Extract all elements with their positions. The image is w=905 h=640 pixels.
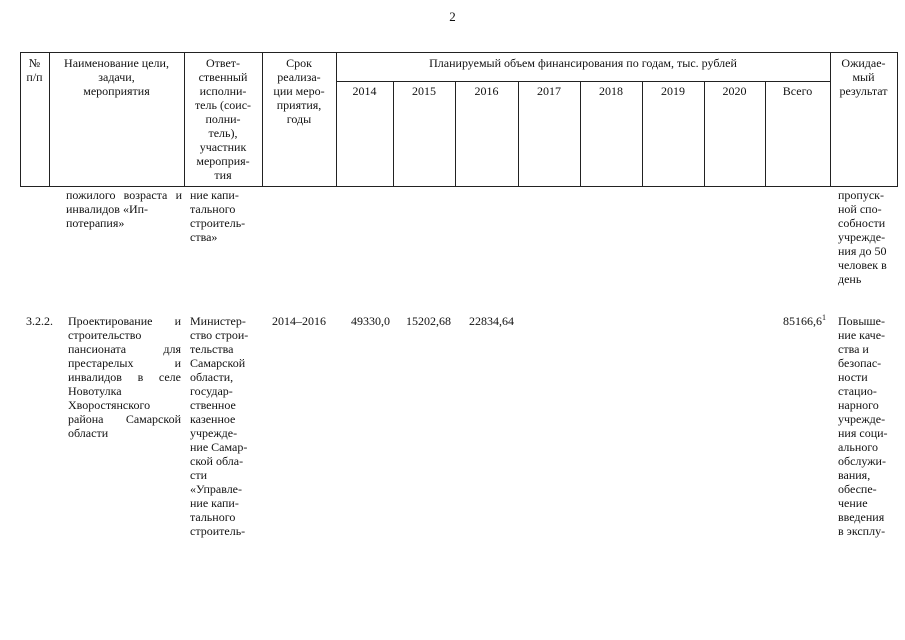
header-year-2014: 2014 <box>352 84 377 98</box>
row-result: Повыше- ние каче- ства и безопас- ности стацио- нарного учрежде- ния соци- ального обслужи- вания, обеспе- чение введения в эксплу- <box>838 314 888 538</box>
table-top-border <box>20 52 898 53</box>
row-total-value: 85166,6 <box>783 314 822 328</box>
header-result: Ожидае- мый результат <box>839 56 888 98</box>
header-executor: Ответ- ственный исполни- тель (соис- полни- тель), участник мероприя- тия <box>194 56 252 182</box>
row-value-2014: 49330,0 <box>351 314 390 328</box>
row-term: 2014–2016 <box>272 314 326 328</box>
header-number: № п/п <box>26 56 43 84</box>
header-total: Всего <box>782 84 813 98</box>
years-divider <box>336 81 830 82</box>
header-year-2019: 2019 <box>661 84 685 98</box>
header-funding: Планируемый объем финансирования по годам, тыс. рублей <box>429 56 737 70</box>
continuation-name: пожилого возраста и инвалидов «Ип- потерапия» <box>66 188 182 230</box>
row-total-footnote: 1 <box>822 313 826 322</box>
continuation-executor: ние капи- тального строитель- ства» <box>190 188 246 244</box>
header-bottom-border <box>20 186 898 187</box>
border-right <box>897 52 898 186</box>
header-year-2020: 2020 <box>722 84 747 98</box>
header-year-2015: 2015 <box>412 84 436 98</box>
header-year-2016: 2016 <box>474 84 499 98</box>
header-term: Срок реализа- ции меро- приятия, годы <box>273 56 325 126</box>
continuation-result: пропуск- ной спо- собности учрежде- ния до 50 человек в день <box>838 188 887 286</box>
row-executor: Министер- ство строи- тельства Самарской области, государ- ственное казенное учрежде- ние Самар- ской обла- сти «Управле- ние капи- тального строитель- <box>190 314 249 538</box>
row-total <box>760 314 826 328</box>
header-year-2018: 2018 <box>599 84 623 98</box>
page-number: 2 <box>449 9 456 24</box>
row-value-2015: 15202,68 <box>406 314 451 328</box>
border-term-funding <box>336 52 337 186</box>
header-year-2017: 2017 <box>537 84 561 98</box>
row-number: 3.2.2. <box>26 314 53 328</box>
row-value-2016: 22834,64 <box>469 314 514 328</box>
row-name: Проектирование и строительство пансионата для престарелых и инвалидов в селе Новотулка Хворостянского района Самарской области <box>68 314 181 440</box>
header-name: Наименование цели, задачи, мероприятия <box>64 56 169 98</box>
